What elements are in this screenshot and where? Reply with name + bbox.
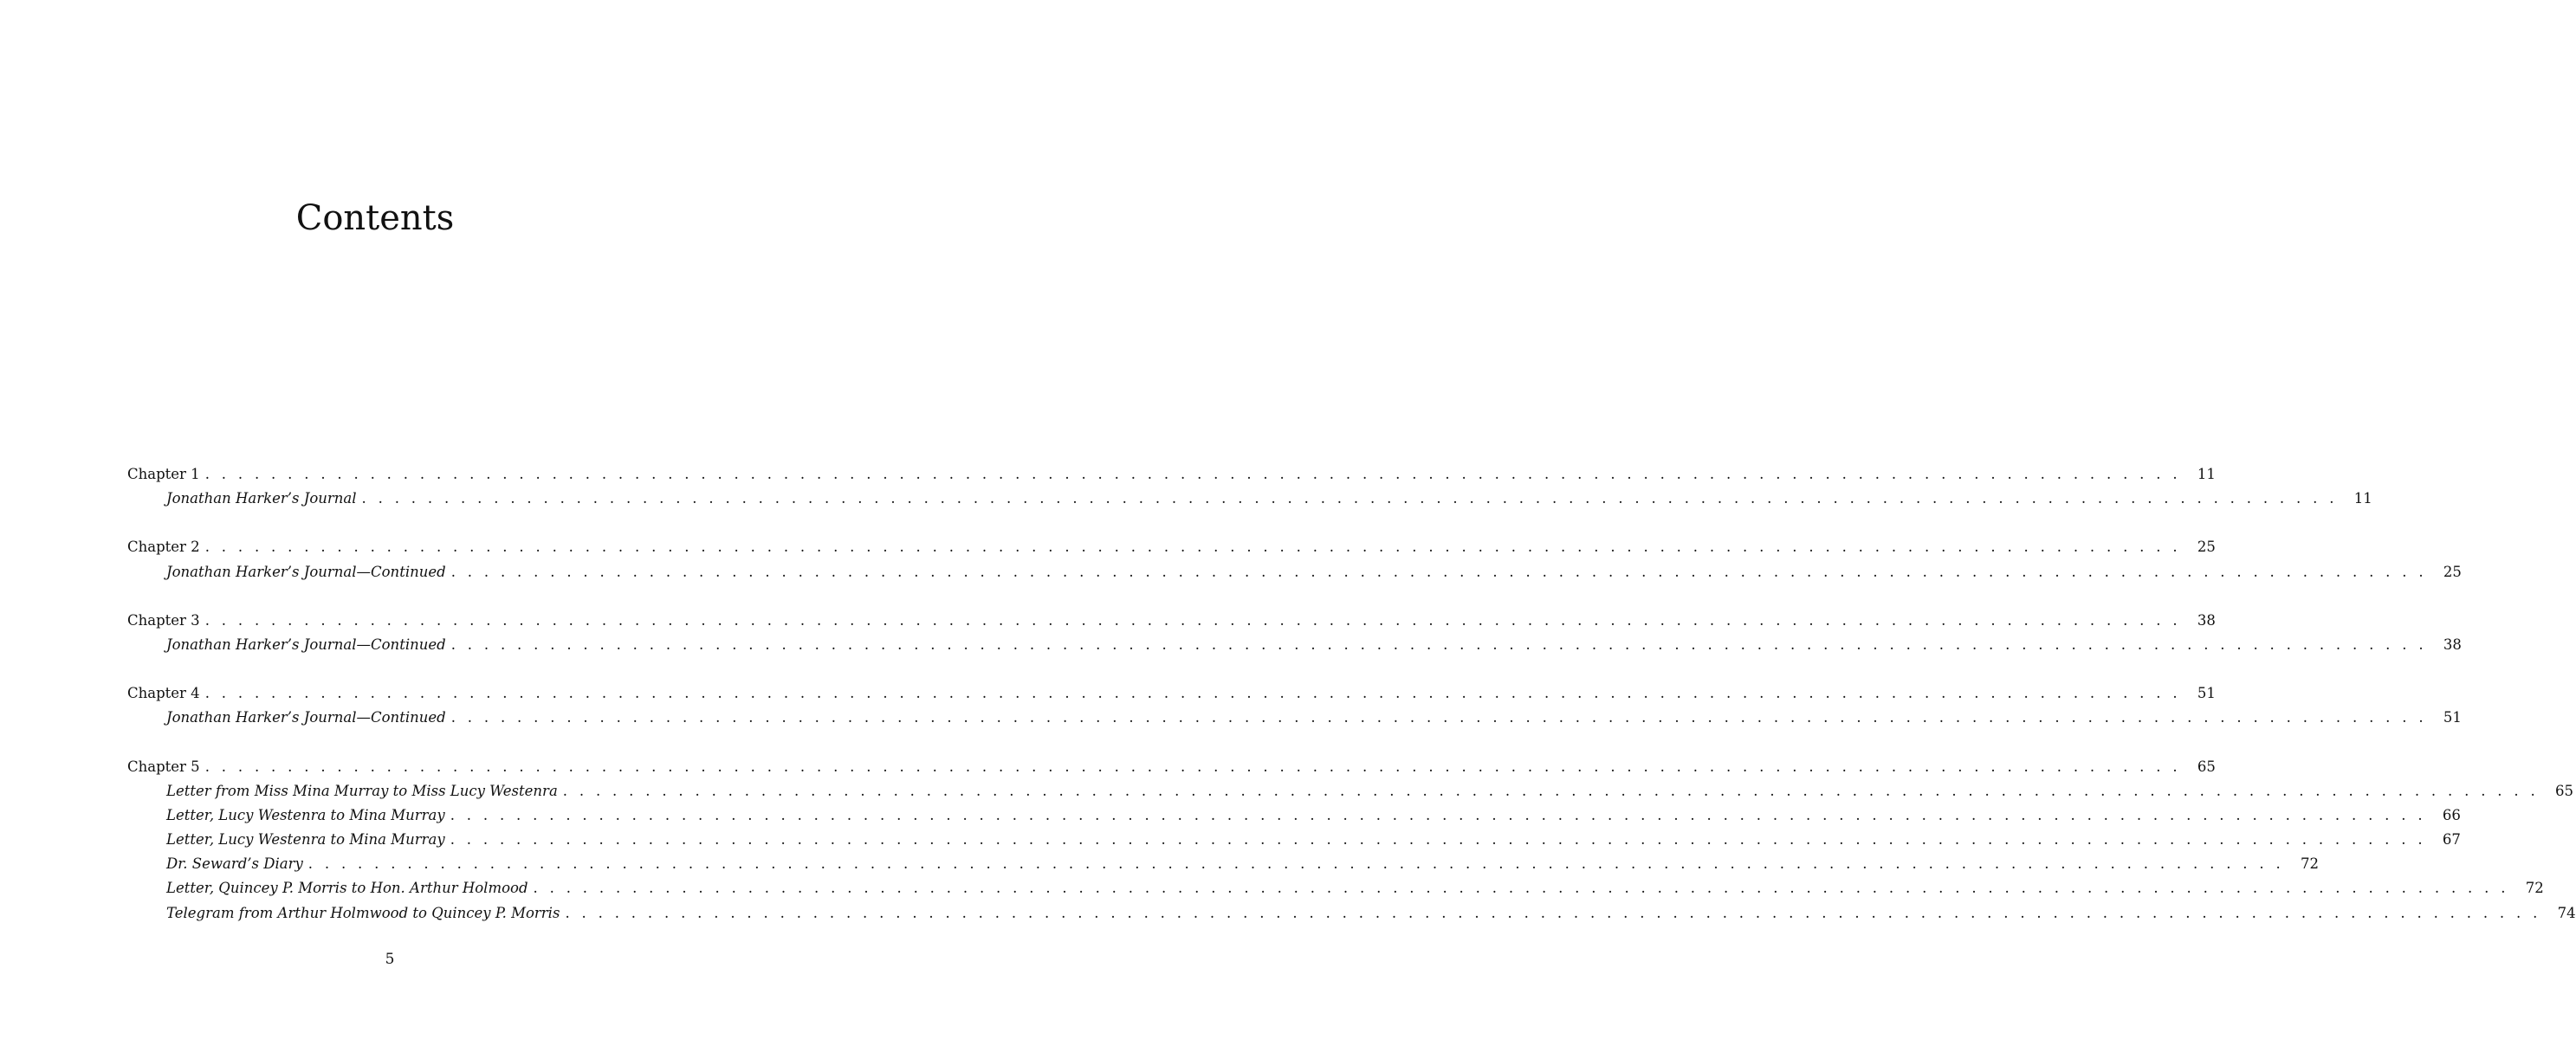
toc-chapter-entry-label: Chapter 5 — [127, 758, 200, 775]
dot-leader: . . . . . . . . . . . . . . . . . . . . . . . . . . . . . . . . . . . . . . . . . . . . . . . . . . . . . . . . . . . . . . . . . . . . . . . . . . . . . . . . . . . . . . . . . . . . . . . . . . . . . . . . . . . . . . . . . . . . . . . . — [204, 758, 2181, 775]
toc-section-entry[interactable] — [127, 487, 2372, 511]
dot-leader: . . . . . . . . . . . . . . . . . . . . . . . . . . . . . . . . . . . . . . . . . . . . . . . . . . . . . . . . . . . . . . . . . . . . . . . . . . . . . . . . . . . . . . . . . . . . . . . . . . . . . . . . . . . . . . . . . . . . . . . . — [450, 563, 2427, 580]
dot-leader: . . . . . . . . . . . . . . . . . . . . . . . . . . . . . . . . . . . . . . . . . . . . . . . . . . . . . . . . . . . . . . . . . . . . . . . . . . . . . . . . . . . . . . . . . . . . . . . . . . . . . . . . . . . . . . . . . . . . . . . . — [204, 466, 2181, 482]
dot-leader: . . . . . . . . . . . . . . . . . . . . . . . . . . . . . . . . . . . . . . . . . . . . . . . . . . . . . . . . . . . . . . . . . . . . . . . . . . . . . . . . . . . . . . . . . . . . . . . . . . . . . . . . . . . . . . . . . . . . . . . . — [450, 636, 2427, 653]
toc-section-entry-page-number: 11 — [2353, 490, 2372, 507]
dot-leader: . . . . . . . . . . . . . . . . . . . . . . . . . . . . . . . . . . . . . . . . . . . . . . . . . . . . . . . . . . . . . . . . . . . . . . . . . . . . . . . . . . . . . . . . . . . . . . . . . . . . . . . . . . . . . . . . . . . . . . . . — [450, 831, 2426, 849]
toc-chapter-entry[interactable] — [127, 681, 2216, 706]
toc-chapter-entry-label: Chapter 3 — [127, 611, 200, 629]
dot-leader: . . . . . . . . . . . . . . . . . . . . . . . . . . . . . . . . . . . . . . . . . . . . . . . . . . . . . . . . . . . . . . . . . . . . . . . . . . . . . . . . . . . . . . . . . . . . . . . . . . . . . . . . . . . . . . . . . . . . . . . . — [204, 539, 2181, 556]
toc-section-entry-page-number: 72 — [2301, 855, 2320, 873]
toc-chapter-entry-page-number: 65 — [2197, 758, 2216, 775]
toc-section-entry[interactable] — [127, 852, 2320, 876]
toc-section-entry-label: Letter, Quincey P. Morris to Hon. Arthur Holmood — [166, 880, 528, 897]
dot-leader: . . . . . . . . . . . . . . . . . . . . . . . . . . . . . . . . . . . . . . . . . . . . . . . . . . . . . . . . . . . . . . . . . . . . . . . . . . . . . . . . . . . . . . . . . . . . . . . . . . . . . . . . . . . . . . . . . . . . . . . . — [450, 806, 2426, 823]
toc-section-entry-page-number: 74 — [2557, 904, 2576, 921]
toc-section-entry-label: Jonathan Harker’s Journal—Continued — [166, 709, 446, 726]
toc-section-entry[interactable] — [127, 560, 2462, 584]
toc-chapter-entry-page-number: 25 — [2197, 539, 2216, 556]
table-of-contents — [127, 462, 2576, 950]
toc-section-entry-page-number: 72 — [2525, 880, 2544, 897]
dot-leader: . . . . . . . . . . . . . . . . . . . . . . . . . . . . . . . . . . . . . . . . . . . . . . . . . . . . . . . . . . . . . . . . . . . . . . . . . . . . . . . . . . . . . . . . . . . . . . . . . . . . . . . . . . . . . . . . . . . . . . . . — [562, 782, 2540, 799]
toc-section-entry-page-number: 67 — [2442, 831, 2461, 849]
toc-chapter-entry[interactable] — [127, 535, 2216, 559]
toc-section-entry-label: Letter from Miss Mina Murray to Miss Lucy Westenra — [166, 782, 558, 799]
toc-chapter-entry-page-number: 11 — [2197, 466, 2216, 482]
toc-chapter-entry-page-number: 51 — [2197, 685, 2216, 702]
dot-leader: . . . . . . . . . . . . . . . . . . . . . . . . . . . . . . . . . . . . . . . . . . . . . . . . . . . . . . . . . . . . . . . . . . . . . . . . . . . . . . . . . . . . . . . . . . . . . . . . . . . . . . . . . . . . . . . . . . . . . . . . — [204, 685, 2181, 702]
dot-leader: . . . . . . . . . . . . . . . . . . . . . . . . . . . . . . . . . . . . . . . . . . . . . . . . . . . . . . . . . . . . . . . . . . . . . . . . . . . . . . . . . . . . . . . . . . . . . . . . . . . . . . . . . . . . . . . . . . . . . . . . — [361, 490, 2338, 507]
toc-section-entry-label: Letter, Lucy Westenra to Mina Murray — [166, 806, 445, 823]
page-title: Contents — [295, 198, 455, 238]
toc-section-entry[interactable] — [127, 779, 2574, 803]
toc-section-entry[interactable] — [127, 828, 2461, 852]
toc-section-entry[interactable] — [127, 706, 2462, 730]
toc-chapter-entry-label: Chapter 2 — [127, 539, 200, 556]
toc-section-entry-page-number: 25 — [2443, 563, 2462, 580]
toc-chapter-group — [127, 609, 2462, 657]
toc-section-entry[interactable] — [127, 901, 2576, 926]
toc-section-entry-label: Jonathan Harker’s Journal—Continued — [166, 563, 446, 580]
toc-chapter-entry[interactable] — [127, 462, 2216, 487]
dot-leader: . . . . . . . . . . . . . . . . . . . . . . . . . . . . . . . . . . . . . . . . . . . . . . . . . . . . . . . . . . . . . . . . . . . . . . . . . . . . . . . . . . . . . . . . . . . . . . . . . . . . . . . . . . . . . . . . . . . . . . . . — [204, 611, 2181, 629]
toc-chapter-group — [127, 535, 2462, 584]
toc-section-entry-label: Jonathan Harker’s Journal—Continued — [166, 636, 446, 653]
toc-section-entry-label: Telegram from Arthur Holmwood to Quincey P. Morris — [166, 904, 560, 921]
toc-section-entry-page-number: 38 — [2443, 636, 2462, 653]
toc-chapter-entry[interactable] — [127, 755, 2216, 779]
toc-chapter-entry-label: Chapter 4 — [127, 685, 200, 702]
toc-chapter-group — [127, 681, 2462, 730]
toc-chapter-entry-label: Chapter 1 — [127, 466, 200, 482]
toc-section-entry-page-number: 51 — [2443, 709, 2462, 726]
toc-chapter-group — [127, 462, 2372, 511]
dot-leader: . . . . . . . . . . . . . . . . . . . . . . . . . . . . . . . . . . . . . . . . . . . . . . . . . . . . . . . . . . . . . . . . . . . . . . . . . . . . . . . . . . . . . . . . . . . . . . . . . . . . . . . . . . . . . . . . . . . . . . . . — [450, 709, 2427, 726]
toc-section-entry[interactable] — [127, 633, 2462, 657]
toc-section-entry-label: Letter, Lucy Westenra to Mina Murray — [166, 831, 445, 849]
toc-chapter-entry-page-number: 38 — [2197, 611, 2216, 629]
toc-section-entry-page-number: 65 — [2555, 782, 2574, 799]
toc-section-entry[interactable] — [127, 876, 2544, 900]
dot-leader: . . . . . . . . . . . . . . . . . . . . . . . . . . . . . . . . . . . . . . . . . . . . . . . . . . . . . . . . . . . . . . . . . . . . . . . . . . . . . . . . . . . . . . . . . . . . . . . . . . . . . . . . . . . . . . . . . . . . . . . . — [533, 880, 2509, 897]
dot-leader: . . . . . . . . . . . . . . . . . . . . . . . . . . . . . . . . . . . . . . . . . . . . . . . . . . . . . . . . . . . . . . . . . . . . . . . . . . . . . . . . . . . . . . . . . . . . . . . . . . . . . . . . . . . . . . . . . . . . . . . . — [307, 855, 2285, 873]
toc-section-entry[interactable] — [127, 803, 2461, 828]
toc-section-entry-page-number: 66 — [2442, 806, 2461, 823]
dot-leader: . . . . . . . . . . . . . . . . . . . . . . . . . . . . . . . . . . . . . . . . . . . . . . . . . . . . . . . . . . . . . . . . . . . . . . . . . . . . . . . . . . . . . . . . . . . . . . . . . . . . . . . . . . . . . . . . . . . . . . . . — [565, 904, 2541, 921]
toc-chapter-entry[interactable] — [127, 609, 2216, 633]
page-number: 5 — [385, 951, 395, 968]
toc-section-entry-label: Jonathan Harker’s Journal — [166, 490, 357, 507]
toc-chapter-group — [127, 755, 2576, 926]
toc-section-entry-label: Dr. Seward’s Diary — [166, 855, 303, 873]
